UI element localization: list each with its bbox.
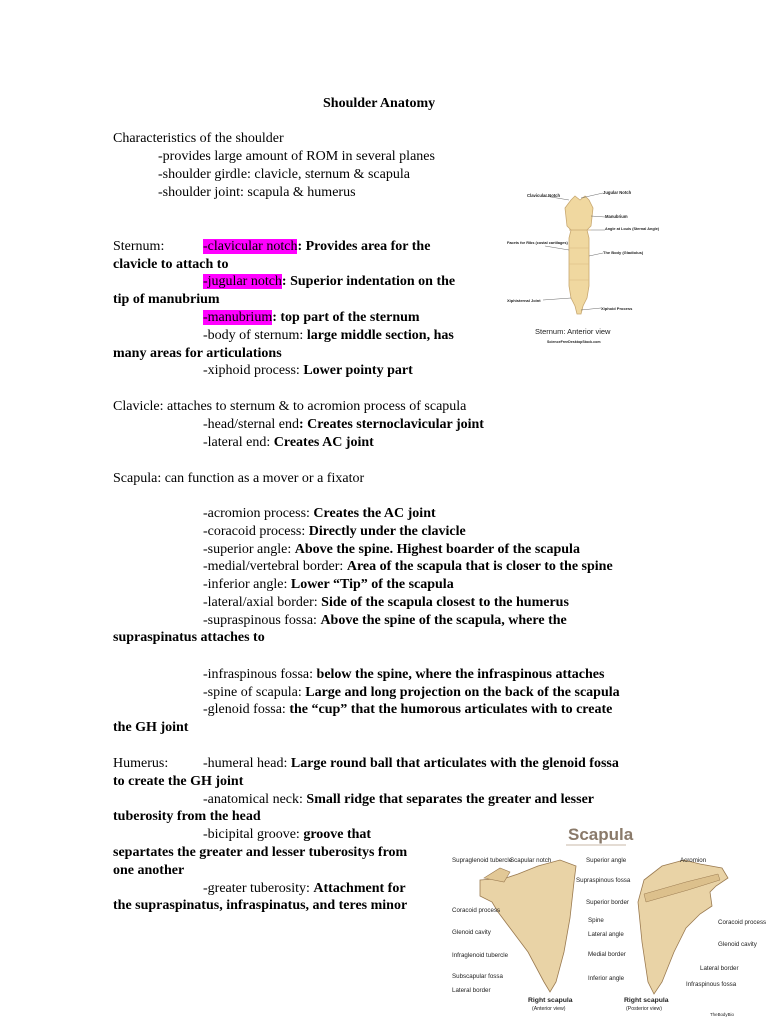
label-jugular-notch: Jugular Notch: [603, 190, 632, 195]
term: -body of sternum:: [203, 328, 307, 343]
scapula-item: [203, 666, 604, 683]
sternum-item: [203, 327, 454, 344]
term: -spine of scapula:: [203, 685, 306, 700]
highlight: -clavicular notch: [203, 239, 298, 254]
sternum-item: [203, 238, 430, 255]
humerus-cont: [113, 844, 407, 861]
term: -head/sternal end: [203, 417, 300, 432]
term: -infraspinous fossa:: [203, 667, 317, 682]
scapula-credit: TheBodyBio: [710, 1012, 734, 1017]
definition: supraspinatus attaches to: [113, 630, 265, 645]
definition: one another: [113, 863, 185, 878]
highlight: -manubrium: [203, 310, 273, 325]
clavicle-intro: Clavicle: attaches to sternum & to acromion process of scapula: [113, 399, 467, 414]
label-medial-border: Medial border: [588, 951, 626, 958]
definition: Above the spine. Highest boarder of the scapula: [294, 542, 580, 557]
definition: tip of manubrium: [113, 292, 220, 307]
definition: : Superior indentation on the: [281, 274, 456, 289]
term: -inferior angle:: [203, 577, 291, 592]
definition: Lower “Tip” of the scapula: [290, 577, 454, 592]
label-glenoid-cavity-right: Glenoid cavity: [718, 941, 757, 948]
label-lateral-angle: Lateral angle: [588, 931, 624, 938]
scapula-cont: [113, 629, 265, 646]
definition: Side of the scapula closest to the humerus: [321, 595, 569, 610]
clavicle-item: [203, 434, 374, 451]
label-spine: Spine: [588, 917, 604, 924]
definition: Area of the scapula that is closer to the spine: [346, 559, 613, 574]
definition: Large and long projection on the back of the scapula: [305, 685, 620, 700]
definition: Large round ball that articulates with the glenoid fossa: [290, 756, 619, 771]
scapula-item: [203, 612, 567, 629]
label-glenoid-cavity: Glenoid cavity: [452, 929, 491, 936]
definition: many areas for articulations: [113, 346, 282, 361]
scapula-figure-title: Scapula: [568, 825, 634, 844]
label-scapular-notch: Scapular notch: [510, 857, 552, 864]
humerus-item: [203, 826, 371, 843]
label-facets-for-ribs: Facets for Ribs (costal cartilages): [507, 241, 568, 245]
term: -glenoid fossa:: [203, 702, 290, 717]
term: -superior angle:: [203, 542, 295, 557]
sternum-label: Sternum:: [113, 239, 165, 254]
scapula-intro: Scapula: can function as a mover or a fixator: [113, 471, 365, 486]
definition: large middle section, has: [306, 328, 454, 343]
label-xiphoid-process: Xiphoid Process: [601, 306, 633, 311]
caption-posterior-sub: (Posterior view): [626, 1006, 663, 1012]
label-body: The Body (Gladiolus): [603, 250, 644, 255]
scapula-item: [203, 594, 569, 611]
label-coracoid-process: Coracoid process: [452, 907, 501, 914]
humerus-cont: [113, 897, 407, 914]
sternum-cont: [113, 345, 282, 362]
humerus-item: [203, 755, 619, 772]
definition: clavicle to attach to: [113, 257, 229, 272]
definition: : Provides area for the: [297, 239, 431, 254]
label-clavicular-notch: Clavicular Notch: [527, 193, 561, 198]
humerus-label: Humerus:: [113, 756, 169, 771]
term: -supraspinous fossa:: [203, 613, 321, 628]
definition: : Creates sternoclavicular joint: [299, 417, 484, 432]
definition: Small ridge that separates the greater and lesser: [306, 792, 595, 807]
label-superior-angle: Superior angle: [586, 857, 627, 864]
definition: tuberosity from the head: [113, 809, 261, 824]
definition: below the spine, where the infraspinous attaches: [316, 667, 605, 682]
label-superior-border: Superior border: [586, 899, 629, 906]
scapula-item: [203, 701, 612, 718]
definition: separtates the greater and lesser tuberositys from: [113, 845, 408, 860]
term: -anatomical neck:: [203, 792, 307, 807]
definition: Attachment for: [313, 881, 406, 896]
caption-anterior: Right scapula: [528, 997, 573, 1004]
term: -greater tuberosity:: [203, 881, 314, 896]
label-supraglenoid-tubercle: Supraglenoid tubercle: [452, 857, 513, 864]
scapula-item: [203, 576, 454, 593]
sternum-credit: ScienceFreeDesktopStock.com: [547, 340, 601, 344]
definition: Creates AC joint: [273, 435, 374, 450]
scapula-cont: [113, 719, 188, 736]
term: -coracoid process:: [203, 524, 309, 539]
scapula-item: [203, 523, 466, 540]
label-angle-of-louis: Angle at Louis (Sternal Angle): [605, 227, 660, 231]
label-infraspinous-fossa: Infraspinous fossa: [686, 981, 737, 988]
humerus-item: [203, 880, 406, 897]
characteristic-item: -shoulder girdle: clavicle, sternum & scapula: [158, 167, 410, 182]
humerus-cont: [113, 773, 243, 790]
humerus-item: [203, 791, 594, 808]
definition: Above the spine of the scapula, where the: [320, 613, 567, 628]
label-inferior-angle: Inferior angle: [588, 975, 625, 982]
term: -bicipital groove:: [203, 827, 304, 842]
sternum-item: [203, 362, 413, 379]
highlight: -jugular notch: [203, 274, 282, 289]
sternum-item: [203, 273, 455, 290]
definition: Creates the AC joint: [313, 506, 436, 521]
sternum-cont: [113, 256, 228, 273]
caption-anterior-sub: (Anterior view): [532, 1006, 566, 1012]
definition: the supraspinatus, infraspinatus, and teres minor: [113, 898, 408, 913]
label-infraglenoid-tubercle: Infraglenoid tubercle: [452, 952, 509, 959]
definition: Directly under the clavicle: [308, 524, 466, 539]
definition: the GH joint: [113, 720, 189, 735]
definition: : top part of the sternum: [272, 310, 420, 325]
label-acromion: Acromion: [680, 857, 707, 864]
humerus-cont: [113, 808, 261, 825]
term: -lateral end:: [203, 435, 274, 450]
sternum-caption: Sternum: Anterior view: [535, 327, 611, 336]
page-title: Shoulder Anatomy: [323, 96, 436, 111]
definition: groove that: [303, 827, 372, 842]
definition: the “cup” that the humorous articulates with to create: [289, 702, 613, 717]
scapula-item: [203, 684, 620, 701]
label-lateral-border: Lateral border: [452, 987, 491, 994]
term: -acromion process:: [203, 506, 314, 521]
clavicle-item: [203, 416, 484, 433]
definition: Lower pointy part: [303, 363, 413, 378]
term: -humeral head:: [203, 756, 291, 771]
term: -lateral/axial border:: [203, 595, 322, 610]
label-manubrium: Manubrium: [605, 214, 628, 219]
caption-posterior: Right scapula: [624, 997, 669, 1004]
characteristic-item: -shoulder joint: scapula & humerus: [158, 185, 356, 200]
scapula-item: [203, 558, 613, 575]
sternum-diagram: [505, 186, 660, 346]
characteristics-heading: Characteristics of the shoulder: [113, 131, 284, 146]
humerus-cont: [113, 862, 184, 879]
label-coracoid-process-right: Coracoid process: [718, 919, 767, 926]
label-subscapular-fossa: Subscapular fossa: [452, 973, 503, 980]
characteristic-item: -provides large amount of ROM in several planes: [158, 149, 435, 164]
label-supraspinous-fossa: Supraspinous fossa: [576, 877, 631, 884]
definition: to create the GH joint: [113, 774, 244, 789]
sternum-cont: [113, 291, 220, 308]
scapula-item: [203, 541, 580, 558]
scapula-item: [203, 505, 436, 522]
term: -medial/vertebral border:: [203, 559, 347, 574]
label-xiphisternal-joint: Xiphisternal Joint: [507, 298, 541, 303]
sternum-item: [203, 309, 420, 326]
term: -xiphoid process:: [203, 363, 304, 378]
scapula-diagram: [448, 822, 767, 1020]
label-lateral-border-right: Lateral border: [700, 965, 739, 972]
